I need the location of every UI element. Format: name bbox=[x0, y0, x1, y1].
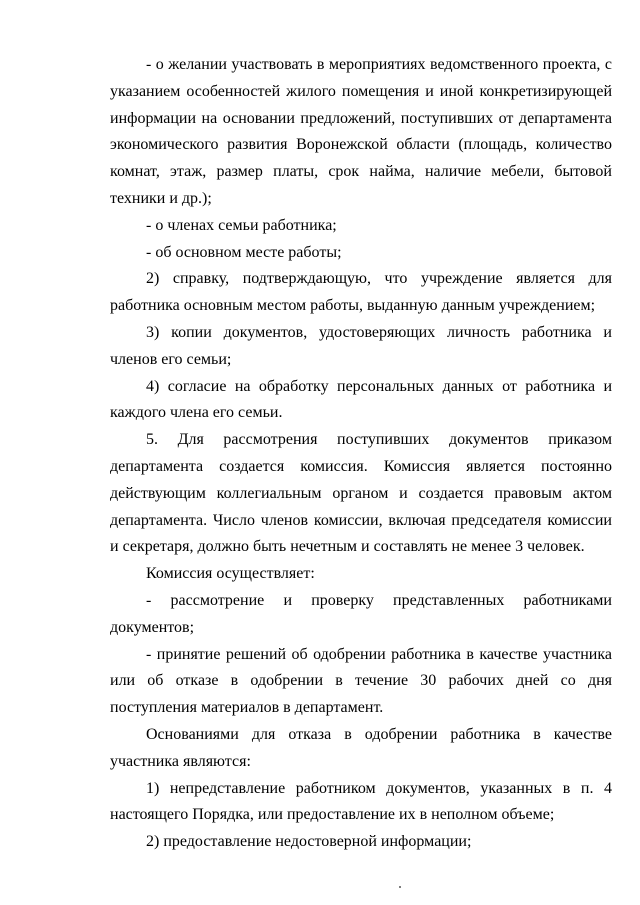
paragraph-review-documents: - рассмотрение и проверку представленных работниками документов; bbox=[110, 591, 612, 636]
paragraph-commission-does: Комиссия осуществляет: bbox=[146, 565, 315, 583]
paragraph-item-4: 4) согласие на обработку персональных данных от работника и каждого члена его семьи. bbox=[110, 377, 612, 422]
paragraph-main-workplace: - об основном месте работы; bbox=[146, 243, 342, 261]
paragraph-section-5: 5. Для рассмотрения поступивших документов приказом департамента создается комиссия. Комиссия является постоянно действующим коллегиальным органом и создается правовым актом департамента. Число членов комиссии, включая председателя комиссии и секретаря, должно быть нечетным и составлять не менее 3 человек. bbox=[110, 431, 612, 556]
paragraph-item-2: 2) справку, подтверждающую, что учреждение является для работника основным местом работы, выданную данным учреждением; bbox=[110, 270, 612, 315]
paragraph-ground-1: 1) непредставление работником документов, указанных в п. 4 настоящего Порядка, или предоставление их в неполном объеме; bbox=[110, 779, 612, 824]
scan-speck bbox=[399, 886, 401, 888]
document-body bbox=[110, 52, 612, 856]
paragraph-housing-wish: - о желании участвовать в мероприятиях ведомственного проекта, с указанием особенностей жилого помещения и иной конкретизирующей информации на основании предложений, поступивших от департамента экономического развития Воронежской области (площадь, количество комнат, этаж, размер платы, срок найма, наличие мебели, бытовой техники и др.); bbox=[110, 56, 612, 207]
paragraph-refusal-grounds: Основаниями для отказа в одобрении работника в качестве участника являются: bbox=[110, 725, 612, 770]
paragraph-item-3: 3) копии документов, удостоверяющих личность работника и членов его семьи; bbox=[110, 323, 612, 368]
paragraph-ground-2: 2) предоставление недостоверной информации; bbox=[146, 833, 472, 851]
paragraph-family-members: - о членах семьи работника; bbox=[146, 216, 337, 234]
paragraph-decision: - принятие решений об одобрении работника в качестве участника или об отказе в одобрении в течение 30 рабочих дней со дня поступления материалов в департамент. bbox=[110, 645, 612, 717]
